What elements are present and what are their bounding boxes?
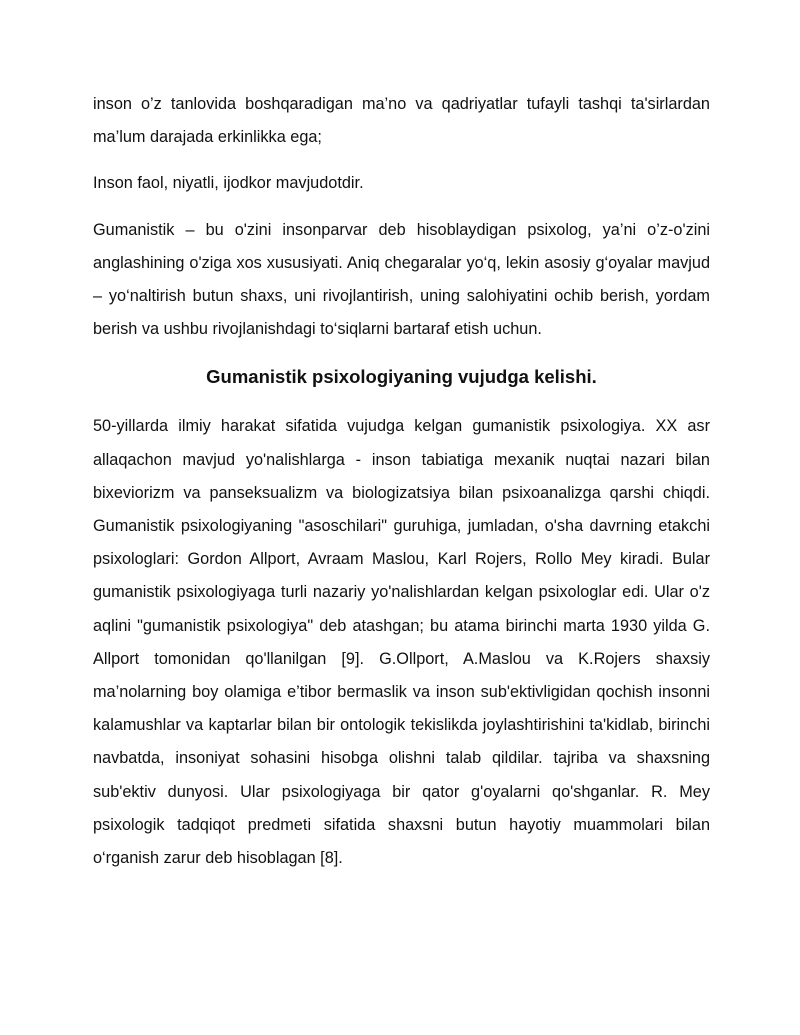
paragraph-active-being: Inson faol, niyatli, ijodkor mavjudotdir. — [93, 174, 364, 193]
paragraph-origin: 50-yillarda ilmiy harakat sifatida vujudga kelgan gumanistik psixologiya. XX asr allaqachon mavjud yo'nalishlarga - inson tabiatiga mexanik nuqtai nazari bilan bixeviorizm va panseksualizm va biologizatsiya bilan psixoanalizga qarshi chiqdi. Gumanistik psixologiyaning "asoschilari" guruhiga, jumladan, o'sha davrning etakchi psixologlari: Gordon Allport, Avraam Maslou, Karl Rojers, Rollo Mey kiradi. Bular gumanistik psixologiyaga turli nazariy yo'nalishlardan kelgan psixologlar edi. Ular o'z aqlini "gumanistik psixologiya" deb atashgan; bu atama birinchi marta 1930 yilda G. Allport tomonidan qo'llanilgan [9]. G.Ollport, A.Maslou va K.Rojers shaxsiy ma’nolarning boy olamiga e’tibor bermaslik va inson sub'ektivligidan qochish insonni kalamushlar va kaptarlar bilan bir ontologik tekislikda joylashtirishini ta'kidlab, birinchi navbatda, insoniyat sohasini hisobga olishni talab qildilar. tajriba va shaxsning sub'ektiv dunyosi. Ular psixologiyaga bir qator g'oyalarni qo'shganlar. R. Mey psixologik tadqiqot predmeti sifatida shaxsni butun hayotiy muammolari bilan o‘rganish zarur deb hisoblagan [8]. — [93, 417, 710, 868]
section-heading: Gumanistik psixologiyaning vujudga kelishi. — [206, 366, 597, 388]
document-page — [93, 88, 710, 875]
paragraph-freedom: inson o’z tanlovida boshqaradigan ma’no va qadriyatlar tufayli tashqi ta'sirlardan ma’lum darajada erkinlikka ega; — [93, 95, 710, 147]
paragraph-humanist-definition: Gumanistik – bu o'zini insonparvar deb hisoblaydigan psixolog, ya’ni o’z-o'zini anglashining o'ziga xos xususiyati. Aniq chegaralar yo‘q, lekin asosiy g‘oyalar mavjud – yo‘naltirish butun shaxs, uni rivojlantirish, uning salohiyatini ochib berish, yordam berish va ushbu rivojlanishdagi to‘siqlarni bartaraf etish uchun. — [93, 220, 710, 339]
